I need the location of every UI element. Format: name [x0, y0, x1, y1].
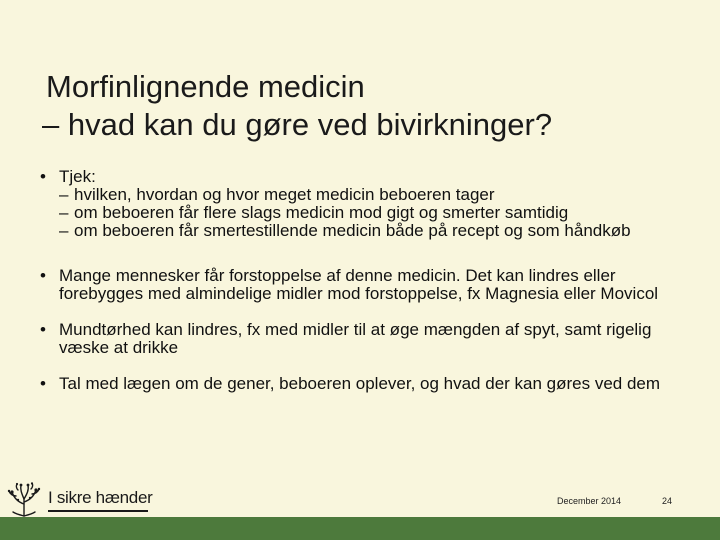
sub-bullet-dash: – — [59, 221, 69, 240]
bullet-text: Mundtørhed kan lindres, fx med midler til at øge mængden af spyt, samt rigelig væske at drikke — [59, 320, 652, 357]
sub-bullet-item — [59, 186, 700, 204]
bullet-text: Mange mennesker får forstoppelse af denne medicin. Det kan lindres eller forebygges med almindelige midler mod forstoppelse, fx Magnesia eller Movicol — [59, 266, 659, 303]
slide-title — [42, 68, 706, 144]
bullet-dot: • — [40, 266, 46, 285]
footer-bar — [0, 517, 720, 540]
sub-bullet-item — [59, 222, 700, 240]
slide-title-line-2: – hvad kan du gøre ved bivirkninger? — [42, 107, 553, 142]
bullet-item-dry-mouth — [40, 321, 700, 357]
page-number: 24 — [662, 496, 673, 506]
footer-logo — [6, 482, 156, 518]
logo-text: I sikre hænder — [48, 488, 153, 507]
tree-emblem-icon — [6, 482, 42, 518]
sub-bullet-dash: – — [59, 203, 69, 222]
sub-bullet-text: hvilken, hvordan og hvor meget medicin beboeren tager — [74, 185, 495, 204]
slide-body — [40, 168, 700, 393]
bullet-item-check — [40, 168, 700, 240]
bullet-item-constipation — [40, 267, 700, 303]
sub-bullet-item — [59, 204, 700, 222]
bullet-dot: • — [40, 320, 46, 339]
sub-bullet-text: om beboeren får flere slags medicin mod gigt og smerter samtidig — [74, 203, 569, 222]
bullet-dot: • — [40, 374, 46, 393]
bullet-text: Tjek: — [59, 167, 96, 186]
sub-bullet-text: om beboeren får smertestillende medicin både på recept og som håndkøb — [74, 221, 631, 240]
bullet-dot: • — [40, 167, 46, 186]
logo-underline — [48, 510, 148, 512]
bullet-item-talk-to-doctor — [40, 375, 700, 393]
footer-date: December 2014 — [557, 496, 622, 506]
slide-title-line-1: Morfinlignende medicin — [46, 69, 365, 104]
bullet-text: Tal med lægen om de gener, beboeren oplever, og hvad der kan gøres ved dem — [59, 374, 661, 393]
sub-bullet-dash: – — [59, 185, 69, 204]
